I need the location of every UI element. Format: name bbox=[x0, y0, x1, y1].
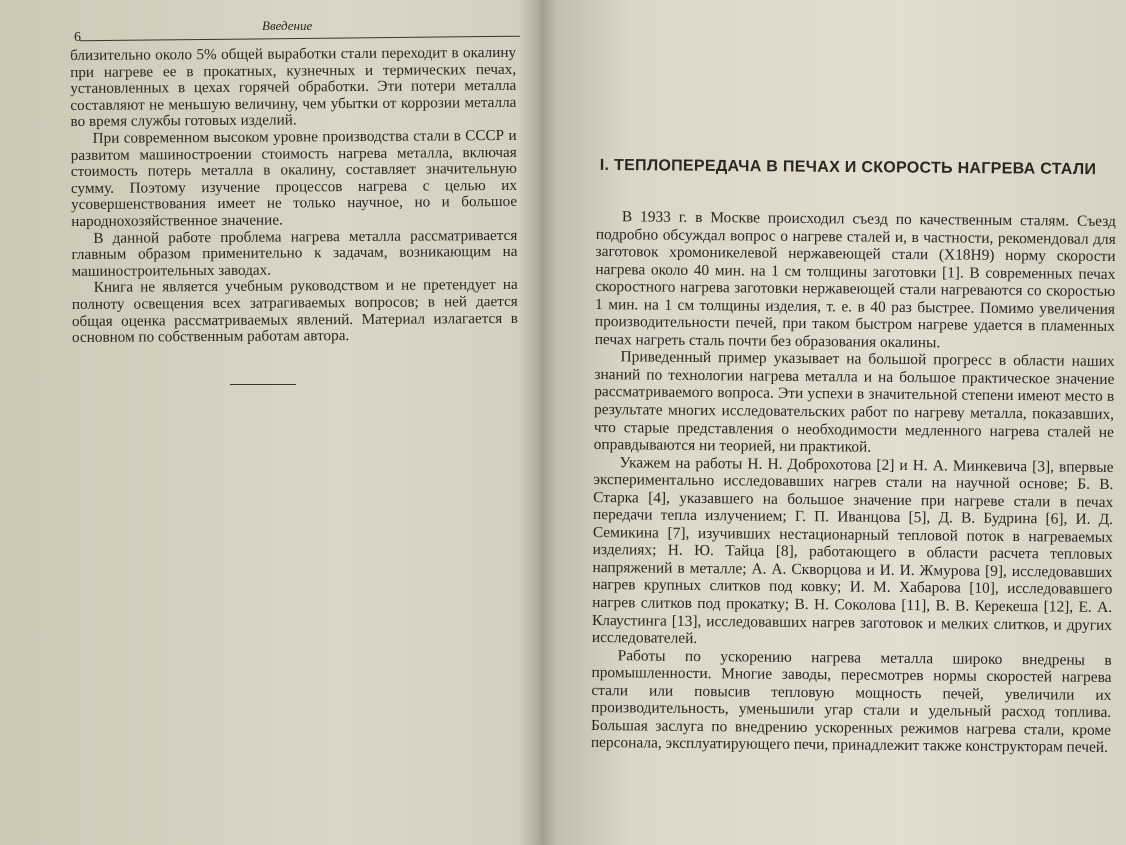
running-head: Введение bbox=[262, 18, 313, 33]
paragraph: Укажем на работы Н. Н. Доброхотова [2] и Н. А. Минкевича [3], впервые экспериментально исследовавших нагрев стали на научной основе; Б. В. Старка [4], указавшего на большое значение при нагреве стали в печах передачи тепла излучением; Г. П. Иванцова [5], Д. В. Будрина [6], И. Д. Семикина [7], изучивших нестационарный тепловой поток в нагреваемых изделиях; Н. Ю. Тайца [8], работающего в области расчета тепловых напряжений в металле; А. А. Скворцова и И. И. Жмурова [9], исследовавших нагрев крупных слитков под ковку; И. М. Хабарова [10], исследовавшего нагрев слитков под прокатку; В. Н. Соколова [11], В. В. Керекеша [12], Е. А. Клаустинга [13], исследовавших нагрев заготовок и мелких слитков, и других исследователей. bbox=[591, 453, 1114, 648]
left-body-text bbox=[70, 45, 518, 347]
paragraph: При современном высоком уровне производства стали в СССР и развитом машиностроении стоимость нагрева металла, включая стоимость потерь металла в окалину, составляет значительную сумму. Поэтому изучение процессов нагрева с целью их усовершенствования имеет не только научное, но и большое народнохозяйственное значение. bbox=[70, 126, 518, 230]
right-body-text bbox=[591, 208, 1116, 757]
paragraph: Работы по ускорению нагрева металла широко внедрены в промышленности. Многие заводы, пересмотрев нормы скоростей нагрева стали или повысив тепловую мощность печей, увеличили их производительность, уменьшили угар стали и удельный расход топлива. Большая заслуга по внедрению ускоренных режимов нагрева стали, кроме персонала, эксплуатирующего печи, принадлежит также конструкторам печей. bbox=[590, 646, 1112, 757]
paragraph: близительно около 5% общей выработки стали переходит в окалину при нагреве ее в прокатных, кузнечных и термических печах, установленных в цехах горячей обработки. Эти потери металла составляют не меньшую величину, чем убытки от коррозии металла во время службы готовых изделий. bbox=[69, 43, 517, 131]
paragraph: В 1933 г. в Москве происходил съезд по качественным сталям. Съезд подробно обсуждал вопрос о нагреве сталей и, в частности, рекомендовал для заготовок хромоникелевой нержавеющей стали (Х18Н9) норму скорости нагрева около 40 мин. на 1 см толщины заготовки [1]. В современных печах скоростного нагрева заготовки нержавеющей стали нагреваются со скоростью 1 мин. на 1 см толщины изделия, т. е. в 40 раз быстрее. Помимо увеличения производительности печей, при таком быстром нагреве удается в пламенных печах нагреть сталь почти без образования окалины. bbox=[594, 208, 1116, 352]
header-rule bbox=[80, 36, 520, 42]
section-separator bbox=[230, 384, 296, 385]
chapter-title: I. ТЕПЛОПЕРЕДАЧА В ПЕЧАХ И СКОРОСТЬ НАГРЕВА СТАЛИ bbox=[599, 156, 1097, 179]
page-number: 6 bbox=[74, 30, 81, 45]
paragraph: Приведенный пример указывает на большой прогресс в области наших знаний по технологии нагрева металла и на большое практическое значение рассматриваемого вопроса. Эти успехи в значительной степени имеют место в результате многих исследовательских работ по нагреву металла, показавших, что старые представления о необходимости медленного нагрева сталей не оправдываются ни теорией, ни практикой. bbox=[593, 348, 1115, 456]
left-page bbox=[0, 0, 540, 845]
right-page bbox=[548, 0, 1126, 845]
paragraph: Книга не является учебным руководством и не претендует на полноту освещения всех затрагиваемых вопросов; в ней дается общая оценка рассматриваемых явлений. Материал излагается в основном по собственным работам автора. bbox=[71, 276, 518, 347]
paragraph: В данной работе проблема нагрева металла рассматривается главным образом применительно к задачам, возникающим на машиностроительных заводах. bbox=[71, 226, 518, 280]
